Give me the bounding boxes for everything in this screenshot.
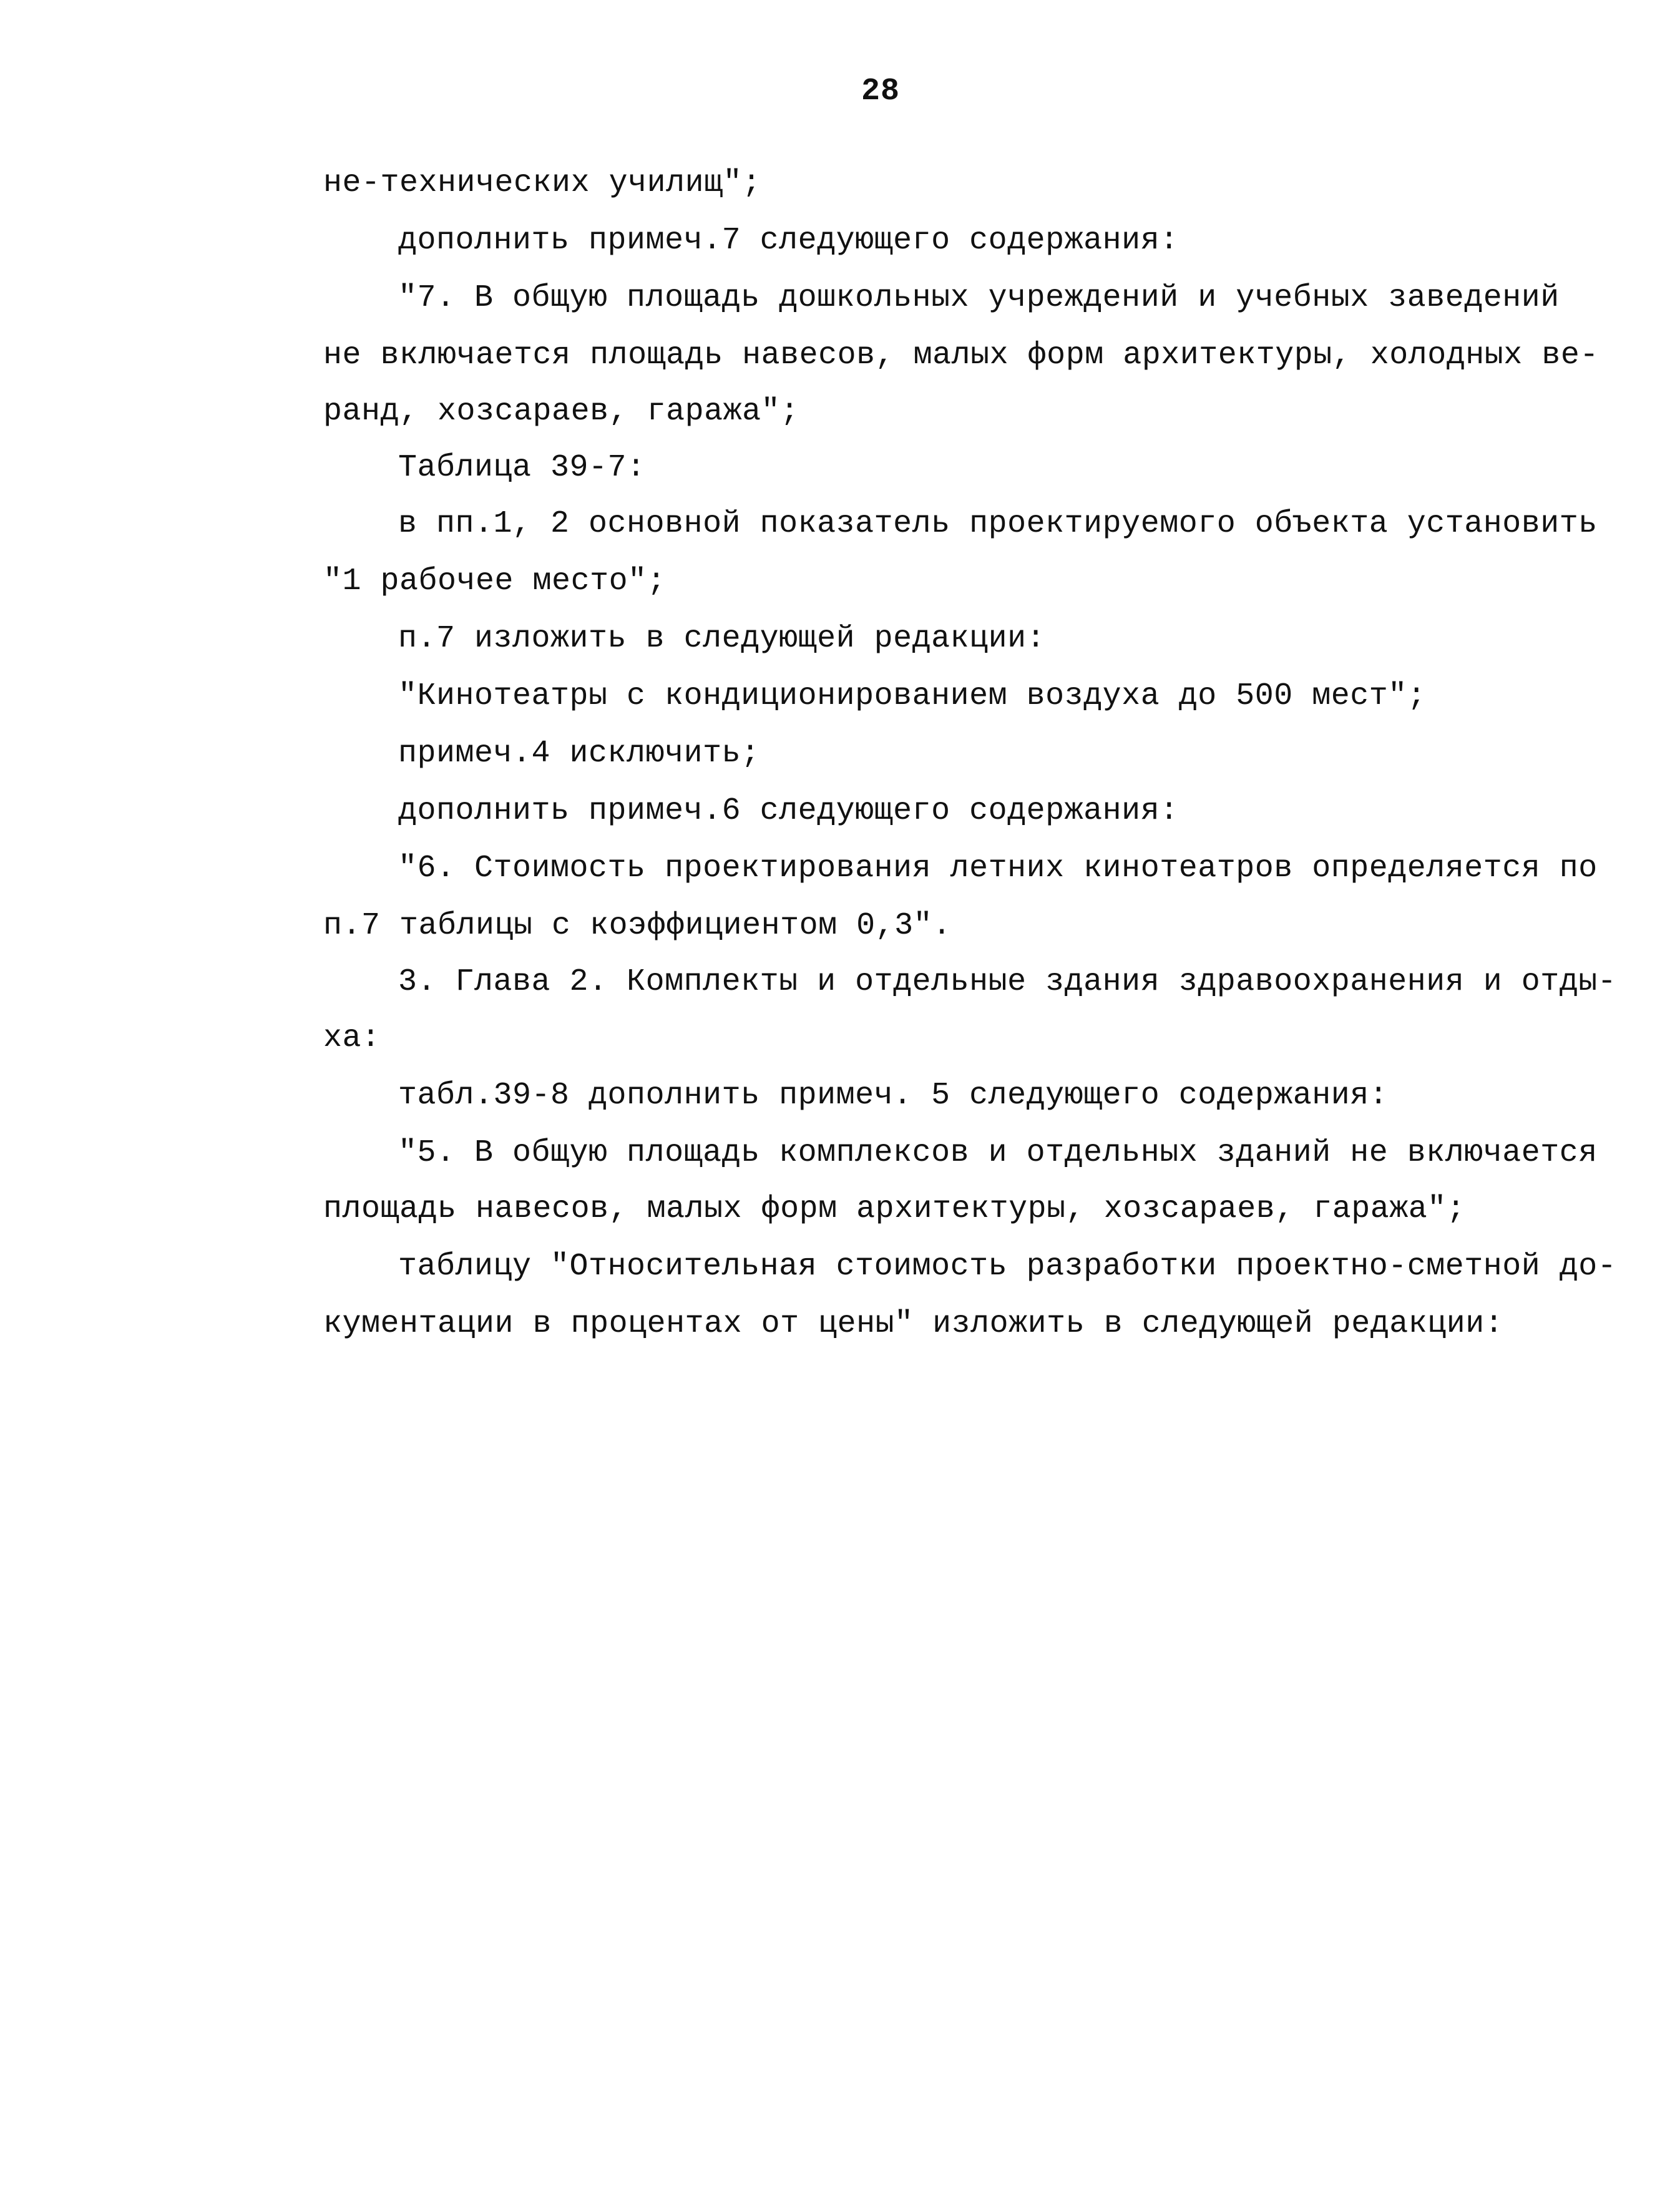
text-line: п.7 изложить в следующей редакции: <box>398 621 1046 657</box>
text-line: дополнить примеч.6 следующего содержания: <box>398 793 1179 829</box>
text-line: "5. В общую площадь комплексов и отдельных зданий не включается <box>398 1135 1598 1171</box>
text-line: 3. Глава 2. Комплекты и отдельные здания здравоохранения и отды- <box>398 964 1617 1000</box>
text-line: таблицу "Относительная стоимость разработки проектно-сметной до- <box>398 1249 1617 1284</box>
text-line: площадь навесов, малых форм архитектуры, хозсараев, гаража"; <box>323 1191 1466 1227</box>
text-line: кументации в процентах от цены" изложить в следующей редакции: <box>323 1306 1504 1342</box>
text-line: в пп.1, 2 основной показатель проектируемого объекта установить <box>398 506 1598 542</box>
page-number: 28 <box>861 74 901 109</box>
text-line: примеч.4 исключить; <box>398 736 760 771</box>
text-line: табл.39-8 дополнить примеч. 5 следующего содержания: <box>398 1078 1389 1113</box>
text-line: п.7 таблицы с коэффициентом 0,3". <box>323 908 952 944</box>
text-line: не-технических училищ"; <box>323 165 761 201</box>
text-line: Таблица 39-7: <box>398 450 646 486</box>
text-line: дополнить примеч.7 следующего содержания: <box>398 223 1179 258</box>
text-line: ранд, хозсараев, гаража"; <box>323 394 799 429</box>
text-line: не включается площадь навесов, малых форм архитектуры, холодных ве- <box>323 338 1599 373</box>
text-line: "1 рабочее место"; <box>323 564 667 599</box>
text-line: ха: <box>323 1020 381 1056</box>
text-line: "6. Стоимость проектирования летних кинотеатров определяется по <box>398 851 1598 886</box>
text-line: "7. В общую площадь дошкольных учреждений и учебных заведений <box>398 280 1560 316</box>
text-line: "Кинотеатры с кондиционированием воздуха до 500 мест"; <box>398 678 1427 714</box>
